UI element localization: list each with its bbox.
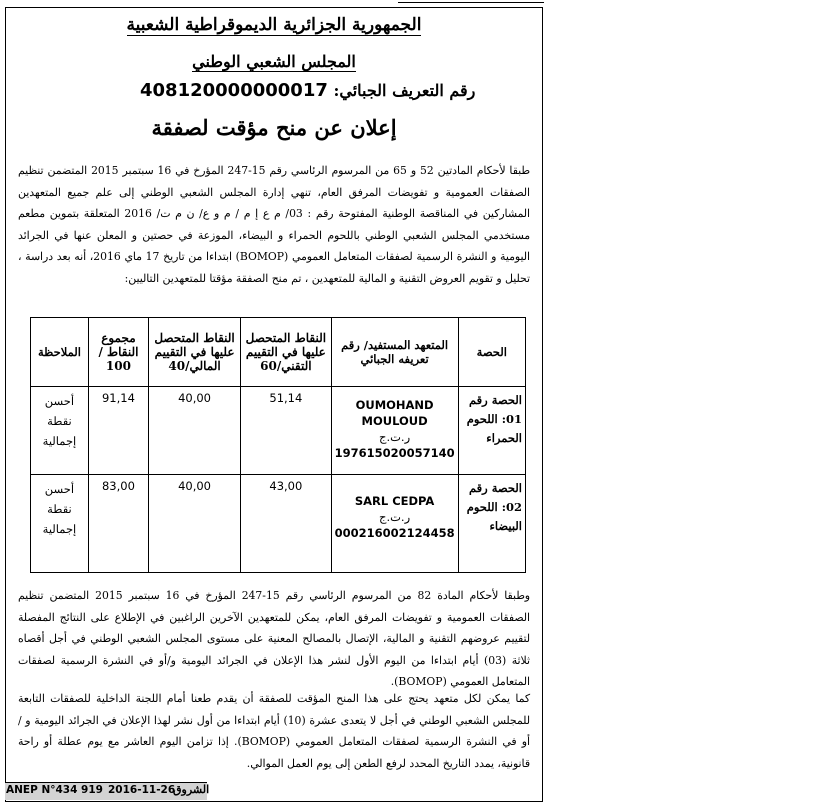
nif-label: رقم التعريف الجبائي: xyxy=(333,81,476,100)
award-table xyxy=(30,317,526,573)
beneficiary-nif: 197615020057140 xyxy=(334,446,455,460)
fin-score-cell: 40,00 xyxy=(148,475,240,573)
council-heading: المجلس الشعبي الوطني xyxy=(192,52,356,71)
header-beneficiary: المتعهد المستفيد/ رقم تعريفه الجبائي xyxy=(331,318,458,387)
total-cell: 91,14 xyxy=(88,387,148,475)
beneficiary-name-2: MOULOUD xyxy=(361,414,428,428)
fin-score-cell: 40,00 xyxy=(148,387,240,475)
header-note: الملاحظة xyxy=(31,318,89,387)
beneficiary-nif: 000216002124458 xyxy=(334,526,455,540)
note-cell: أحسن نقطة إجمالية xyxy=(31,387,89,475)
intro-paragraph: طبقا لأحكام المادتين 52 و 65 من المرسوم الرئاسي رقم 15-247 المؤرخ في 16 سبتمبر 2015 المتضمن تنظيم الصفقات العمومية و تفويضات المرفق العام، تنهي إدارة المجلس الشعبي الوطني إلى علم جميع المتعهدين المشاركين في المناقصة الوطنية المفتوحة رقم : 03/ م ع إ م / م و ع/ ن م ت/ 2016 المتعلقة بتموين مطعم مستخدمي المجلس الشعبي الوطني باللحوم الحمراء و البيضاء، الموزعة في حصتين و المعلن عنها في الجرائد اليومية و النشرة الرسمية لصفقات المتعامل العمومي (BOMOP) ابتداءا من تاريخ 17 ماي 2016، أنه بعد دراسة ، تحليل و تقويم العروض التقنية و المالية للمتعهدين ، تم منح الصفقة مؤقتا للمتعهدين التاليين: xyxy=(18,164,531,285)
announcement-title: إعلان عن منح مؤقت لصفقة xyxy=(151,115,397,140)
table-row xyxy=(31,387,526,475)
top-rule xyxy=(398,2,544,3)
nif-value: 408120000000017 xyxy=(140,80,328,101)
beneficiary-cell xyxy=(331,387,458,475)
appeal-deadline-paragraph: كما يمكن لكل متعهد يحتج على هذا المنح المؤقت للصفقة أن يقدم طعنا أمام اللجنة الداخلية للصفقات التابعة للمجلس الشعبي الوطني في أجل لا يتعدى عشرة (10) أيام ابتداءا من أول نشر لهذا الإعلان في الجرائد اليومية و / أو في النشرة الرسمية لصفقات المتعامل العمومي (BOMOP). إذا تزامن اليوم العاشر مع يوم عطلة أو راحة قانونية، يمدد التاريخ المحدد لرفع الطعن إلى يوم العمل الموالي. xyxy=(18,692,530,770)
beneficiary-name-1: SARL CEDPA xyxy=(354,494,435,508)
anep-reference: ANEP N°434 919 xyxy=(6,784,103,796)
header-tech-score: النقاط المتحصل عليها في التقييم التقني/60 xyxy=(241,318,331,387)
header-fin-score: النقاط المتحصل عليها في التقييم المالي/40 xyxy=(148,318,240,387)
nif-abbr: ر.ت.ج xyxy=(379,430,411,444)
nif-abbr: ر.ت.ج xyxy=(379,510,411,524)
note-cell: أحسن نقطة إجمالية xyxy=(31,475,89,573)
nif-line xyxy=(140,80,475,101)
republic-heading: الجمهورية الجزائرية الديموقراطية الشعبية xyxy=(126,15,422,35)
newspaper-name: الشروق xyxy=(173,783,210,796)
publication-date: 2016-11-26 xyxy=(108,784,176,796)
table-row xyxy=(31,475,526,573)
header-total: مجموع النقاط / 100 xyxy=(88,318,148,387)
tech-score-cell: 43,00 xyxy=(241,475,331,573)
total-cell: 83,00 xyxy=(88,475,148,573)
lot-cell: الحصة رقم 01: اللحوم الحمراء xyxy=(458,387,525,475)
appeal-info-paragraph: وطبقا لأحكام المادة 82 من المرسوم الرئاسي رقم 15-247 المؤرخ في 16 سبتمبر 2015 المتضمن تنظيم الصفقات العمومية و تفويضات المرفق العام، يمكن للمتعهدين الآخرين الراغبين في الإطلاع على النتائج المفصلة لتقييم عروضهم التقنية و المالية، الإتصال بالمصالح المعنية على مستوى المجلس الشعبي الوطني في أجل أقصاه ثلاثة (03) أيام ابتداءا من اليوم الأول لنشر هذا الإعلان في الجرائد اليومية و/أو في النشرة الرسمية لصفقات المتعامل العمومي (BOMOP). xyxy=(18,589,531,688)
beneficiary-name-1: OUMOHAND xyxy=(355,398,434,412)
beneficiary-cell xyxy=(331,475,458,573)
lot-cell: الحصة رقم 02: اللحوم البيضاء xyxy=(458,475,525,573)
tech-score-cell: 51,14 xyxy=(241,387,331,475)
header-lot: الحصة xyxy=(458,318,525,387)
table-header-row xyxy=(31,318,526,387)
